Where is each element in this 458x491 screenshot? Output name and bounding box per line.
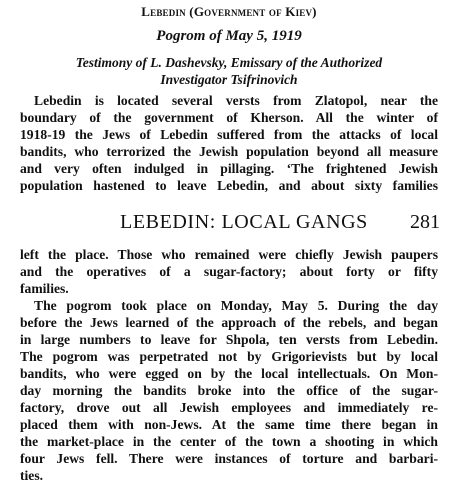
running-head <box>0 211 458 235</box>
paragraph-line: four Jews fell. There were instances of torture and barbari- <box>20 451 438 466</box>
paragraph-line: ties. <box>20 468 44 483</box>
section-subheading: Pogrom of May 5, 1919 <box>156 28 302 44</box>
paragraph-line: factory, drove out all Jewish employees and immediately re- <box>20 400 438 415</box>
paragraph-line: families. <box>20 281 69 296</box>
paragraph-line: The pogrom took place on Monday, May 5. During the day <box>34 298 438 313</box>
paragraph-line: bandits, who terrorized the Jewish population beyond all measure <box>20 144 438 159</box>
paragraph-line: The pogrom was perpetrated not by Grigorievists but by local <box>20 349 438 364</box>
page-number: 281 <box>410 211 440 233</box>
running-title: LEBEDIN: LOCAL GANGS <box>120 211 368 233</box>
paragraph-line: Lebedin is located several versts from Zlatopol, near the <box>34 93 438 108</box>
paragraph-line: day morning the bandits broke into the office of the sugar- <box>20 383 438 398</box>
attribution-line: Testimony of L. Dashevsky, Emissary of the Authorized <box>75 55 383 70</box>
paragraph-line: in large numbers to leave for Shpola, ten versts from Lebedin. <box>20 332 438 347</box>
paragraph-line: the market-place in the center of the town a shooting in which <box>20 434 438 449</box>
paragraph-line: left the place. Those who remained were chiefly Jewish paupers <box>20 247 438 262</box>
paragraph-line: 1918-19 the Jews of Lebedin suffered from the attacks of local <box>20 127 438 142</box>
paragraph-line: placed them with non-Jews. At the same time there began in <box>20 417 438 432</box>
paragraph-line: and the operatives of a sugar-factory; about forty or fifty <box>20 264 438 279</box>
paragraph-line: population hastened to leave Lebedin, and about sixty families <box>20 178 438 193</box>
paragraph-line: boundary of the government of Kherson. All the winter of <box>20 110 438 125</box>
paragraph-line: before the Jews learned of the approach of the rebels, and began <box>20 315 438 330</box>
attribution-line: Investigator Tsifrinovich <box>160 72 298 87</box>
paragraph-line: bandits, who were egged on by the local intellectuals. On Mon- <box>20 366 438 381</box>
paragraph-line: and very often indulged in pillaging. ‘The frightened Jewish <box>20 161 438 176</box>
section-heading: Lebedin (Government of Kiev) <box>141 4 317 19</box>
